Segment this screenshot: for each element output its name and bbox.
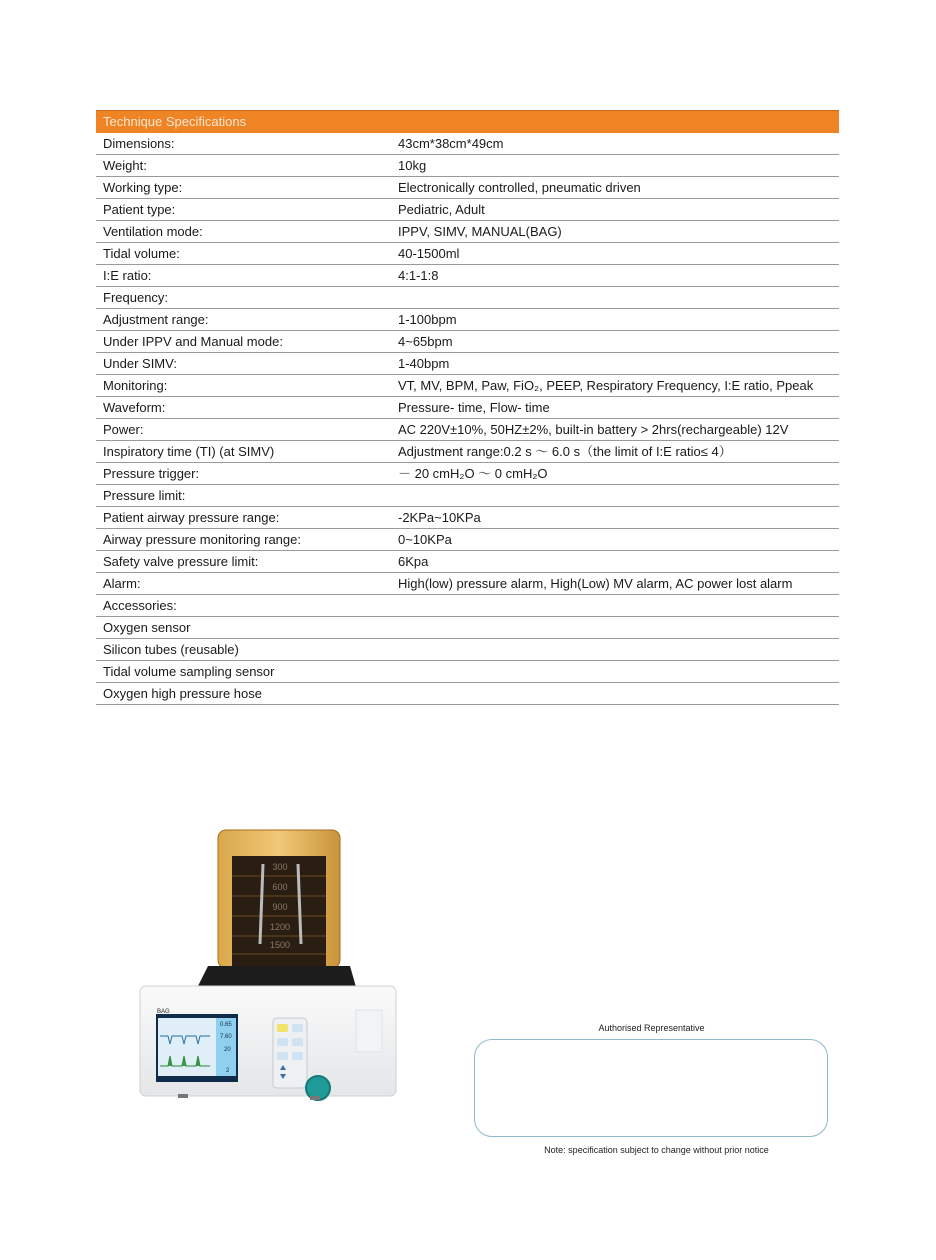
spec-table-title: Technique Specifications (96, 110, 839, 133)
spec-row (96, 551, 839, 573)
spec-label: Patient type: (103, 202, 176, 217)
spec-row (96, 639, 839, 661)
bellows-scale-300: 300 (272, 862, 288, 872)
spec-row (96, 397, 839, 419)
bellows-scale-1200: 1200 (269, 922, 291, 932)
spec-label: Adjustment range: (103, 312, 209, 327)
spec-label: Waveform: (103, 400, 166, 415)
spec-label: Under SIMV: (103, 356, 177, 371)
spec-value: 1-40bpm (398, 356, 450, 371)
ventilator-product-image (138, 826, 402, 1126)
spec-label: Under IPPV and Manual mode: (103, 334, 283, 349)
spec-label: Patient airway pressure range: (103, 510, 280, 525)
spec-value: VT, MV, BPM, Paw, FiO₂, PEEP, Respiratory Frequency, I:E ratio, Ppeak (398, 378, 814, 393)
spec-value: 4:1-1:8 (398, 268, 439, 283)
spec-row (96, 661, 839, 683)
spec-value: Pediatric, Adult (398, 202, 485, 217)
spec-row (96, 309, 839, 331)
spec-row (96, 155, 839, 177)
spec-label: Oxygen high pressure hose (103, 686, 262, 701)
spec-value: 43cm*38cm*49cm (398, 136, 504, 151)
spec-value: 10kg (398, 158, 427, 173)
svg-text:20: 20 (224, 1047, 231, 1053)
spec-value (398, 639, 839, 660)
bellows-scale-1500: 1500 (269, 940, 291, 950)
spec-row (96, 617, 839, 639)
spec-row (96, 507, 839, 529)
spec-row (96, 485, 839, 507)
spec-row (96, 375, 839, 397)
spec-label: Frequency: (103, 290, 169, 305)
spec-value: Adjustment range:0.2 s ～ 6.0 s（the limit of I:E ratio≤ 4） (398, 444, 732, 459)
ventilator-illustration (138, 826, 402, 1126)
spec-row (96, 683, 839, 705)
spec-value: IPPV, SIMV, MANUAL(BAG) (398, 224, 562, 239)
spec-row (96, 177, 839, 199)
spec-label: I:E ratio: (103, 268, 152, 283)
spec-label: Working type: (103, 180, 183, 195)
svg-text:2: 2 (226, 1068, 230, 1074)
spec-row (96, 441, 839, 463)
spec-value: 0~10KPa (398, 532, 452, 547)
spec-label: Inspiratory time (TI) (at SIMV) (103, 444, 275, 459)
spec-label: Airway pressure monitoring range: (103, 532, 301, 547)
spec-value: 1-100bpm (398, 312, 457, 327)
svg-text:0.65: 0.65 (220, 1022, 232, 1028)
spec-value (398, 287, 839, 308)
spec-label: Safety valve pressure limit: (103, 554, 259, 569)
spec-value (398, 683, 839, 704)
spec-row (96, 463, 839, 485)
spec-label: Ventilation mode: (103, 224, 203, 239)
spec-label: Weight: (103, 158, 147, 173)
spec-value: 40-1500ml (398, 246, 460, 261)
spec-row (96, 265, 839, 287)
spec-row (96, 221, 839, 243)
spec-label: Pressure trigger: (103, 466, 200, 481)
authorised-representative-title: Authorised Representative (598, 1023, 705, 1033)
spec-label: Oxygen sensor (103, 620, 191, 635)
spec-row (96, 199, 839, 221)
spec-row (96, 243, 839, 265)
spec-value: － 20 cmH₂O ～ 0 cmH₂O (398, 466, 548, 481)
spec-value: Electronically controlled, pneumatic driven (398, 180, 641, 195)
spec-value (398, 595, 839, 616)
spec-value: 6Kpa (398, 554, 429, 569)
spec-row (96, 133, 839, 155)
spec-value (398, 661, 839, 682)
spec-row (96, 529, 839, 551)
spec-label: Silicon tubes (reusable) (103, 642, 239, 657)
authorised-representative-box (474, 1039, 828, 1137)
spec-value (398, 485, 839, 506)
bellows-scale-900: 900 (272, 902, 288, 912)
spec-value: -2KPa~10KPa (398, 510, 481, 525)
spec-label: Power: (103, 422, 144, 437)
spec-label: Tidal volume sampling sensor (103, 664, 275, 679)
spec-value: High(low) pressure alarm, High(Low) MV alarm, AC power lost alarm (398, 576, 793, 591)
spec-label: Accessories: (103, 598, 177, 613)
spec-label: Tidal volume: (103, 246, 180, 261)
spec-row (96, 331, 839, 353)
spec-value (398, 617, 839, 638)
spec-row (96, 287, 839, 309)
spec-value: Pressure- time, Flow- time (398, 400, 550, 415)
spec-label: Dimensions: (103, 136, 175, 151)
screen-mode: BAG (157, 1009, 170, 1015)
spec-label: Alarm: (103, 576, 141, 591)
spec-label: Pressure limit: (103, 488, 186, 503)
spec-table (96, 110, 839, 705)
spec-row (96, 353, 839, 375)
spec-row (96, 595, 839, 617)
spec-row (96, 573, 839, 595)
spec-value: 4~65bpm (398, 334, 453, 349)
bellows-scale-600: 600 (272, 882, 288, 892)
spec-row (96, 419, 839, 441)
spec-label: Monitoring: (103, 378, 168, 393)
specification-note: Note: specification subject to change without prior notice (544, 1145, 769, 1155)
svg-text:7.60: 7.60 (220, 1034, 232, 1040)
spec-value: AC 220V±10%, 50HZ±2%, built-in battery > 2hrs(rechargeable) 12V (398, 422, 789, 437)
